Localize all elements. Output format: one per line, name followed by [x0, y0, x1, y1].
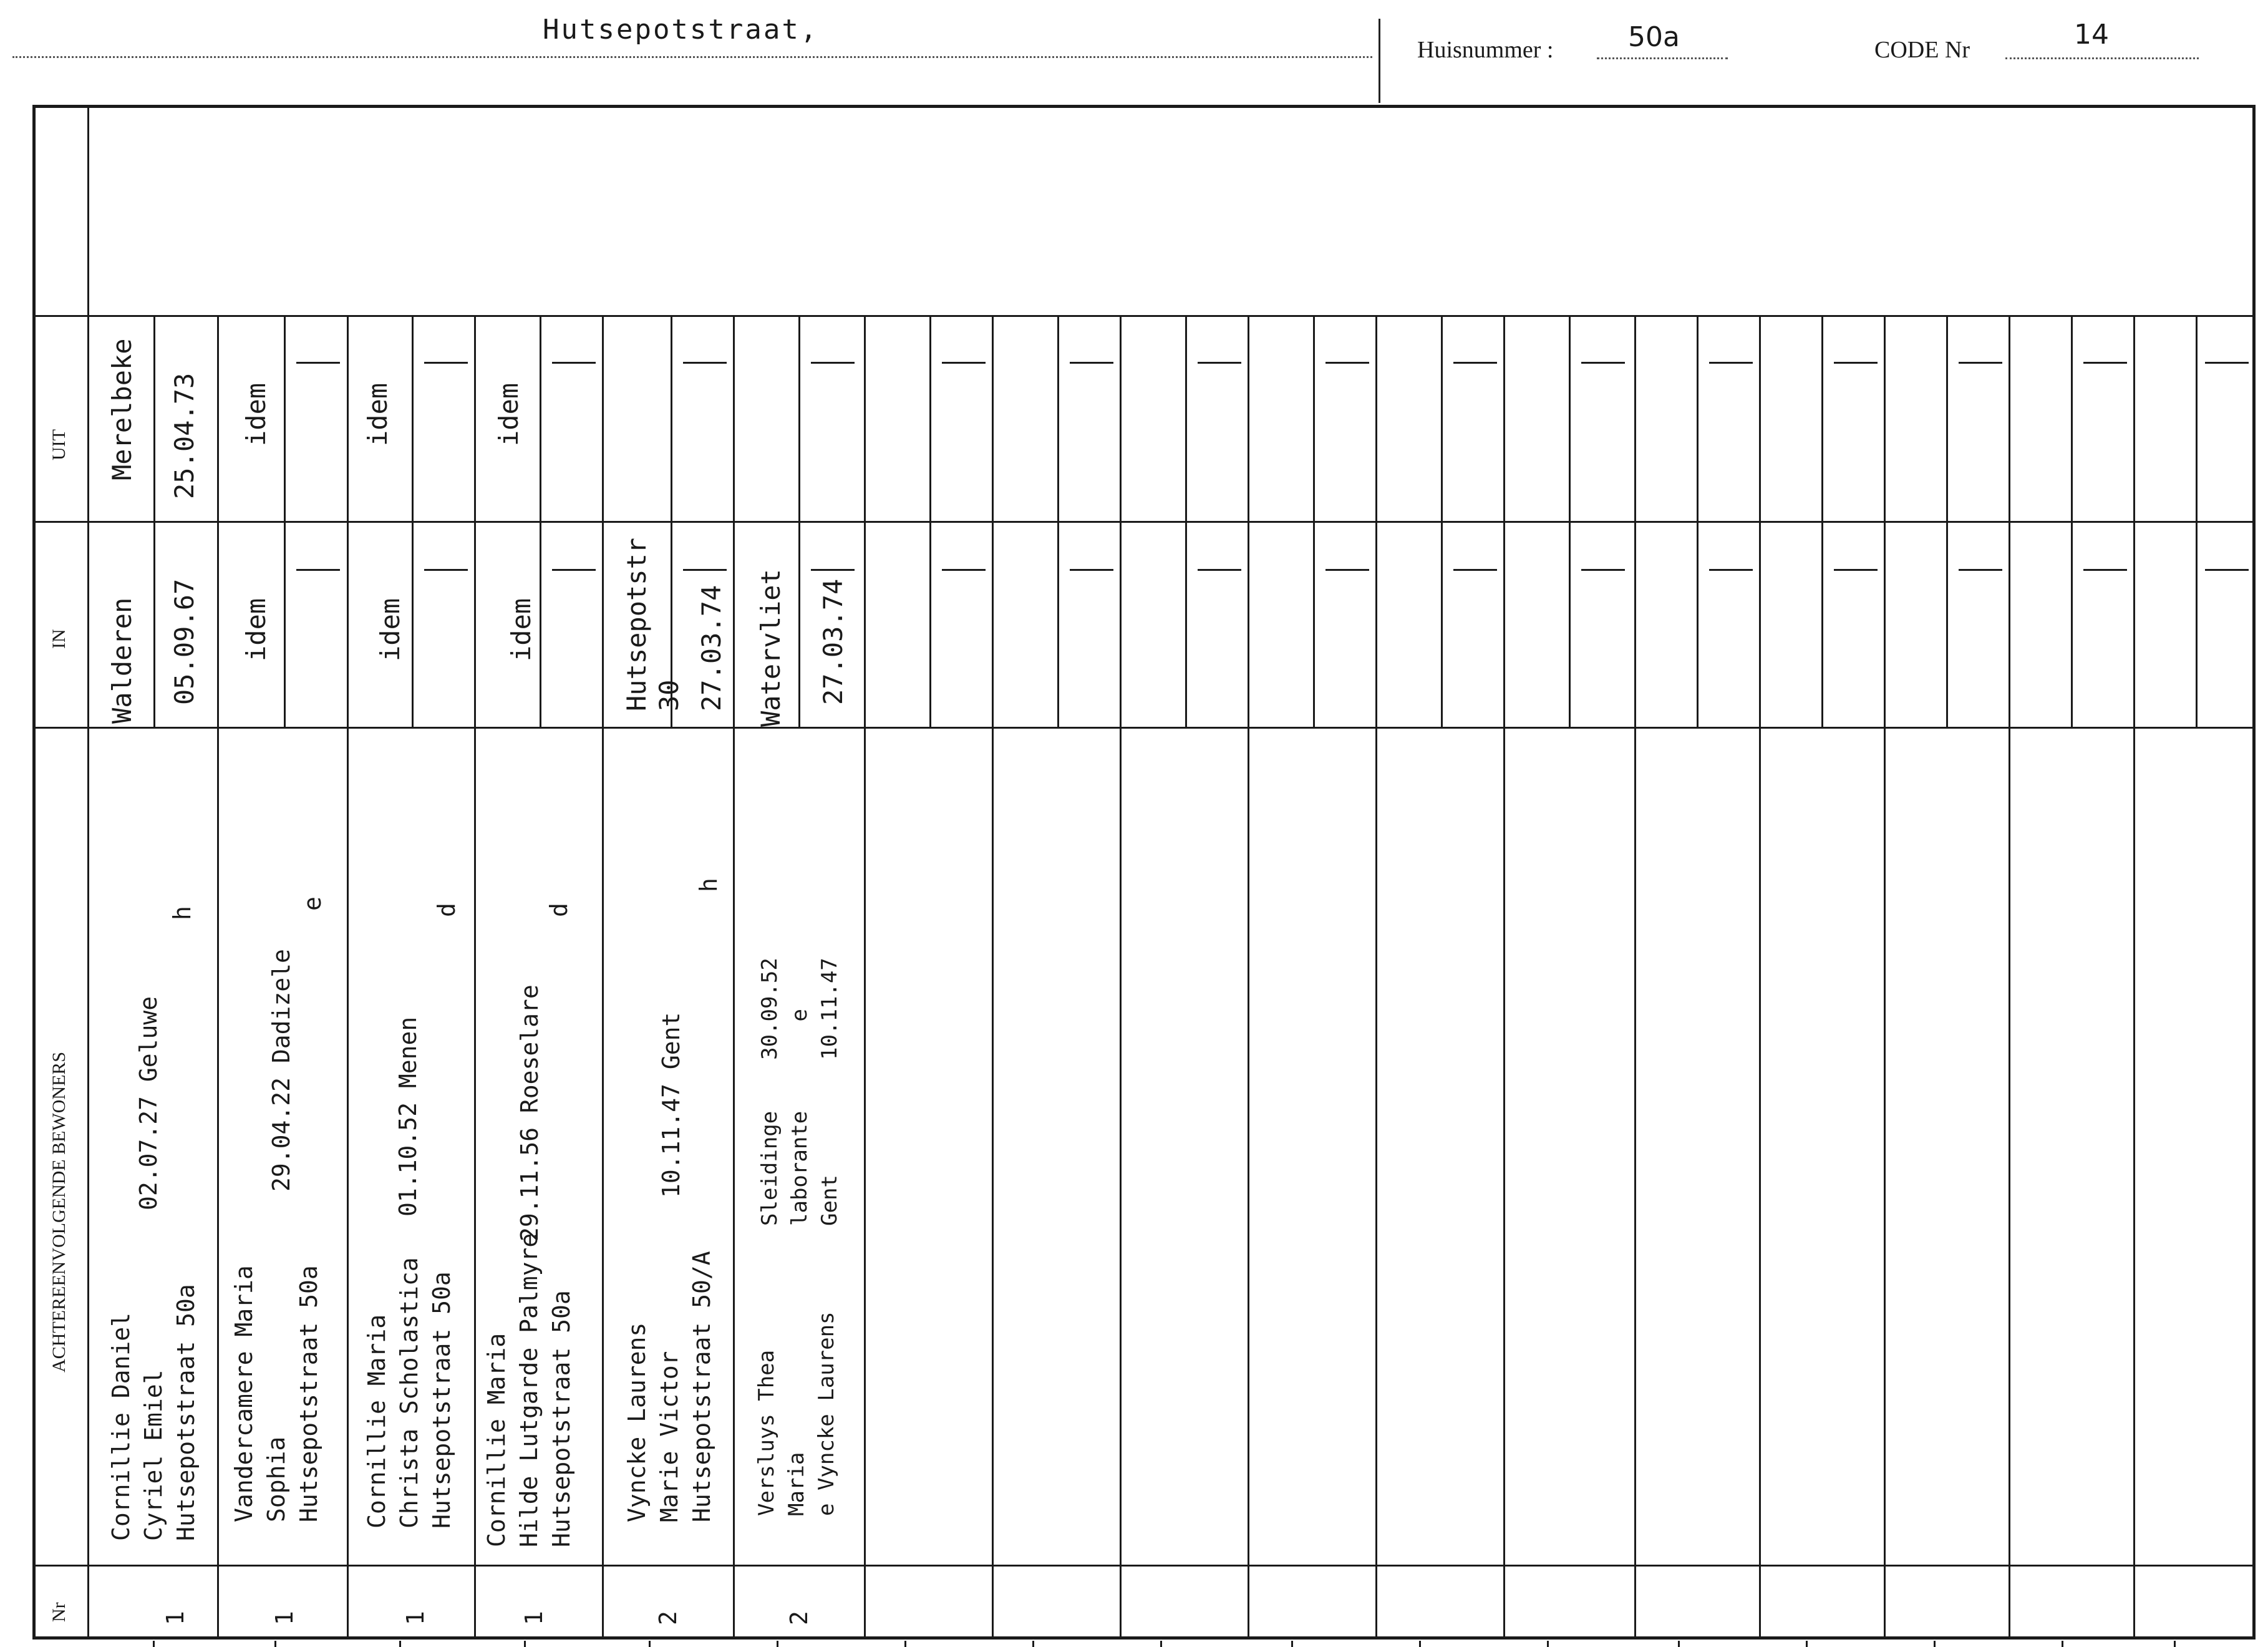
- empty-dash: [552, 569, 596, 571]
- empty-dash: [811, 569, 855, 571]
- bottom-tick: [153, 1641, 155, 1647]
- empty-dash: [1959, 362, 2002, 364]
- uit-row-label: UIT: [49, 429, 69, 460]
- entry-1-in-place: Walderen: [107, 597, 137, 724]
- bottom-tick: [524, 1641, 526, 1647]
- bottom-tick: [1934, 1641, 1936, 1647]
- column-separator: [1634, 315, 1636, 1640]
- row-separator-uit: [32, 315, 2256, 317]
- column-separator: [864, 315, 866, 1640]
- empty-dash: [942, 569, 986, 571]
- sub-column-separator: [1313, 315, 1315, 727]
- bottom-tick: [649, 1641, 651, 1647]
- row-separator-in: [32, 521, 2256, 523]
- column-separator: [1759, 315, 1761, 1640]
- column-separator: [217, 315, 219, 1640]
- entry-5-birth: 10.11.47 Gent: [657, 1012, 685, 1198]
- sub-column-separator: [1057, 315, 1059, 727]
- column-separator: [992, 315, 994, 1640]
- empty-dash: [1198, 362, 1241, 364]
- entry-3-birth: 01.10.52 Menen: [394, 1016, 422, 1217]
- entry-6-birth: Sleidinge 30.09.52 laborante e Gent 10.11.47: [757, 958, 842, 1226]
- sub-column-separator: [153, 315, 155, 727]
- empty-dash: [1325, 362, 1369, 364]
- empty-dash: [1070, 362, 1113, 364]
- row-separator-residents: [32, 727, 2256, 729]
- empty-dash: [1959, 569, 2002, 571]
- label-column-separator: [87, 105, 89, 1640]
- column-separator: [2133, 315, 2135, 1640]
- entry-2-nr: 1: [271, 1611, 298, 1625]
- sub-column-separator: [1441, 315, 1443, 727]
- entry-1-in-date: 05.09.67: [169, 578, 200, 705]
- bottom-tick: [777, 1641, 778, 1647]
- entry-6-in-date: 27.03.74: [818, 578, 848, 705]
- sub-column-separator: [540, 315, 541, 727]
- entry-2-mark: e: [299, 896, 326, 911]
- entry-1-uit-date: 25.04.73: [169, 372, 200, 499]
- code-number-value: 14: [2074, 19, 2109, 51]
- code-number-label: CODE Nr: [1874, 37, 1970, 63]
- entry-2-names: Vandercamere Maria Sophia Hutsepotstraat 50a: [230, 1265, 322, 1522]
- empty-dash: [2205, 362, 2249, 364]
- column-separator: [1248, 315, 1249, 1640]
- code-number-dotted-line: [2005, 57, 2199, 59]
- empty-dash: [1709, 569, 1753, 571]
- sub-column-separator: [1569, 315, 1571, 727]
- empty-dash: [2083, 569, 2127, 571]
- sub-column-separator: [284, 315, 286, 727]
- empty-dash: [1709, 362, 1753, 364]
- entry-4-nr: 1: [520, 1611, 548, 1625]
- sub-column-separator: [1697, 315, 1699, 727]
- empty-dash: [2083, 362, 2127, 364]
- residents-row-label: ACHTEREENVOLGENDE BEWONERS: [49, 1051, 69, 1372]
- entry-6-in-place: Watervliet: [755, 569, 786, 727]
- house-number-label: Huisnummer :: [1417, 37, 1554, 63]
- entry-1-mark: h: [168, 906, 196, 920]
- bottom-tick: [1547, 1641, 1549, 1647]
- entry-1-nr: 1: [162, 1611, 189, 1625]
- nr-row-label: Nr: [49, 1602, 69, 1622]
- column-separator: [1503, 315, 1505, 1640]
- entry-3-mark: d: [433, 903, 460, 917]
- entry-4-names: Cornillie Maria Hilde Lutgarde Palmyre Hutsepotstraat 50a: [483, 1233, 575, 1547]
- empty-dash: [1453, 362, 1497, 364]
- entry-1-birth: 02.07.27 Geluwe: [135, 996, 162, 1210]
- sub-column-separator: [2196, 315, 2198, 727]
- column-separator: [347, 315, 349, 1640]
- empty-dash: [683, 569, 727, 571]
- column-separator: [474, 315, 476, 1640]
- entry-5-in-date: 27.03.74: [696, 585, 727, 711]
- entry-6-nr: 2: [785, 1611, 813, 1625]
- empty-dash: [552, 362, 596, 364]
- column-separator: [2009, 315, 2010, 1640]
- entry-5-nr: 2: [654, 1611, 682, 1625]
- entry-3-names: Cornillie Maria Christa Scholastica Hutsepotstraat 50a: [363, 1257, 455, 1528]
- column-separator: [1120, 315, 1122, 1640]
- sub-column-separator: [412, 315, 414, 727]
- entry-3-uit-place: idem: [362, 382, 393, 446]
- bottom-tick: [904, 1641, 906, 1647]
- entry-2-in-place: idem: [241, 598, 271, 661]
- bottom-tick: [2174, 1641, 2176, 1647]
- empty-dash: [1581, 362, 1625, 364]
- column-separator: [1884, 315, 1886, 1640]
- street-name: Hutsepotstraat,: [543, 14, 819, 46]
- empty-dash: [424, 569, 468, 571]
- empty-dash: [1453, 569, 1497, 571]
- entry-3-nr: 1: [402, 1611, 429, 1625]
- bottom-tick: [1678, 1641, 1680, 1647]
- entry-5-in-place: Hutsepotstr 30: [621, 537, 684, 711]
- row-separator-nr: [32, 1565, 2256, 1567]
- entry-5-names: Vyncke Laurens Marie Victor Hutsepotstraat 50/A: [623, 1251, 715, 1522]
- header-separator: [1379, 19, 1380, 103]
- entry-3-in-place: idem: [375, 598, 405, 661]
- entry-5-mark: h: [695, 878, 722, 892]
- empty-dash: [1581, 569, 1625, 571]
- bottom-tick: [1032, 1641, 1034, 1647]
- sub-column-separator: [2071, 315, 2073, 727]
- entry-4-uit-place: idem: [493, 382, 524, 446]
- bottom-tick: [1160, 1641, 1162, 1647]
- column-separator: [1375, 315, 1377, 1640]
- empty-dash: [1834, 362, 1878, 364]
- bottom-tick: [1291, 1641, 1293, 1647]
- empty-dash: [2205, 569, 2249, 571]
- bottom-tick: [274, 1641, 276, 1647]
- empty-dash: [1070, 569, 1113, 571]
- sub-column-separator: [798, 315, 800, 727]
- entry-2-birth: 29.04.22 Dadizele: [268, 949, 295, 1192]
- sub-column-separator: [929, 315, 931, 727]
- entry-4-mark: d: [545, 903, 573, 917]
- house-number-dotted-line: [1597, 57, 1728, 59]
- empty-dash: [683, 362, 727, 364]
- entry-4-in-place: idem: [506, 598, 536, 661]
- in-row-label: IN: [49, 629, 69, 649]
- empty-dash: [942, 362, 986, 364]
- column-separator: [602, 315, 604, 1640]
- bottom-tick: [1806, 1641, 1808, 1647]
- entry-4-birth: 29.11.56 Roeselare: [516, 984, 543, 1241]
- sub-column-separator: [1821, 315, 1823, 727]
- bottom-tick: [2062, 1641, 2063, 1647]
- empty-dash: [424, 362, 468, 364]
- bottom-tick: [399, 1641, 401, 1647]
- empty-dash: [1834, 569, 1878, 571]
- empty-dash: [811, 362, 855, 364]
- empty-dash: [296, 362, 340, 364]
- empty-dash: [1325, 569, 1369, 571]
- empty-dash: [296, 569, 340, 571]
- street-dotted-line: [12, 56, 1372, 58]
- sub-column-separator: [1946, 315, 1948, 727]
- entry-1-names: Cornillie Daniel Cyriel Emiel Hutsepotstraat 50a: [107, 1284, 200, 1541]
- empty-dash: [1198, 569, 1241, 571]
- entry-6-names: Versluys Thea Maria e Vyncke Laurens: [754, 1311, 839, 1516]
- entry-1-uit-place: Merelbeke: [107, 338, 137, 480]
- bottom-tick: [1419, 1641, 1421, 1647]
- sub-column-separator: [1185, 315, 1187, 727]
- entry-2-uit-place: idem: [241, 382, 271, 446]
- house-number-value: 50a: [1628, 21, 1680, 53]
- column-separator: [733, 315, 735, 1640]
